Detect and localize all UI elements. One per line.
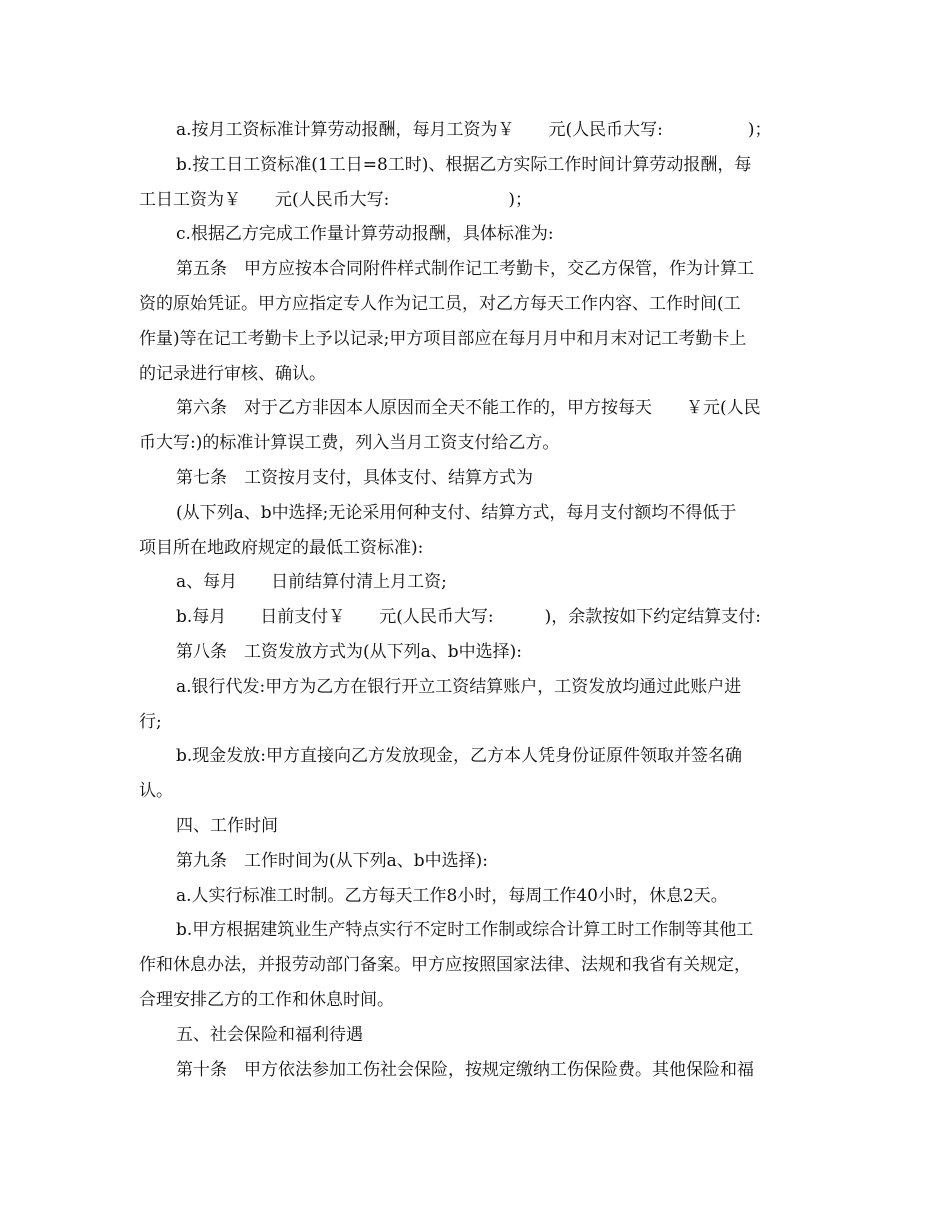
article-10-line: 第十条 甲方依法参加工伤社会保险，按规定缴纳工伤保险费。其他保险和福 (176, 1059, 754, 1080)
article-5-line: 第五条 甲方应按本合同附件样式制作记工考勤卡，交乙方保管，作为计算工 (176, 259, 754, 280)
text-line: (从下列a、b中选择;无论采用何种支付、结算方式，每月支付额均不得低于 (176, 502, 737, 523)
article-6-line: 第六条 对于乙方非因本人原因而全天不能工作的，甲方按每天 ￥元(人民 (176, 398, 761, 419)
text-line: a.按月工资标准计算劳动报酬，每月工资为￥ 元(人民币大写: )； (176, 120, 772, 140)
text-line: b.甲方根据建筑业生产特点实行不定时工作制或综合计算工时工作制等其他工 (176, 920, 754, 941)
text-line: 工日工资为￥ 元(人民币大写: )； (139, 189, 532, 210)
document-body (139, 113, 819, 1087)
text-line: 合理安排乙方的工作和休息时间。 (139, 989, 394, 1010)
text-line: 作和休息办法，并报劳动部门备案。甲方应按照国家法律、法规和我省有关规定， (139, 955, 751, 976)
text-line: 作量)等在记工考勤卡上予以记录;甲方项目部应在每月月中和月末对记工考勤卡上 (139, 328, 747, 349)
text-line: a.银行代发:甲方为乙方在银行开立工资结算账户，工资发放均通过此账户进 (176, 676, 742, 697)
section-heading-social-insurance: 五、社会保险和福利待遇 (176, 1024, 363, 1045)
text-line: 行; (139, 711, 162, 732)
text-line: 币大写:)的标准计算误工费，列入当月工资支付给乙方。 (139, 433, 560, 454)
text-line: a、每月 日前结算付清上月工资; (176, 572, 447, 593)
text-line: 项目所在地政府规定的最低工资标准): (139, 537, 424, 558)
text-line: 资的原始凭证。甲方应指定专人作为记工员，对乙方每天工作内容、工作时间(工 (139, 293, 741, 314)
article-9-line: 第九条 工作时间为(从下列a、b中选择): (176, 850, 489, 871)
article-8-line: 第八条 工资发放方式为(从下列a、b中选择): (176, 641, 523, 662)
text-line: 的记录进行审核、确认。 (139, 363, 326, 384)
text-line: c.根据乙方完成工作量计算劳动报酬，具体标准为: (176, 224, 554, 245)
section-heading-work-time: 四、工作时间 (176, 815, 278, 836)
text-line: 认。 (139, 781, 173, 802)
text-line: b.每月 日前支付￥ 元(人民币大写: )，余款按如下约定结算支付: (176, 607, 762, 628)
text-line: b.现金发放:甲方直接向乙方发放现金，乙方本人凭身份证原件领取并签名确 (176, 746, 743, 767)
article-7-line: 第七条 工资按月支付，具体支付、结算方式为 (176, 467, 533, 488)
text-line: b.按工日工资标准(1工日=8工时)、根据乙方实际工作时间计算劳动报酬，每 (176, 154, 752, 175)
text-line: a.人实行标准工时制。乙方每天工作8小时，每周工作40小时，休息2天。 (176, 885, 728, 906)
